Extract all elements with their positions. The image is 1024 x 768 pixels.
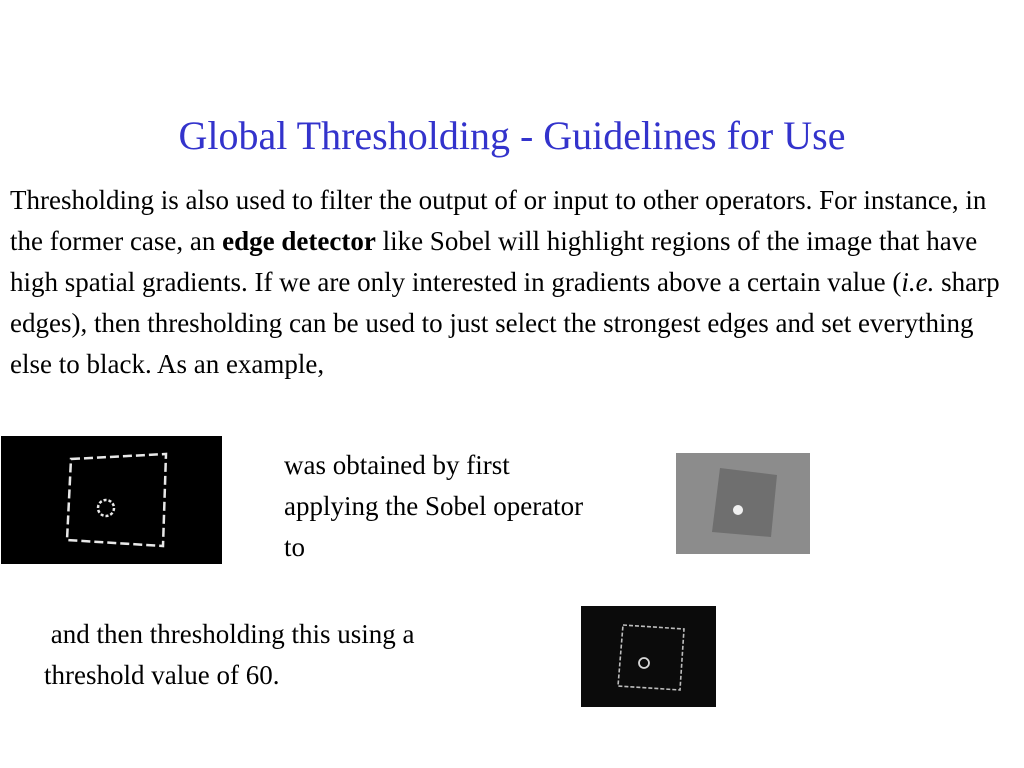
paragraph-bold-term: edge detector [222,226,376,256]
body-paragraph [10,180,1010,385]
slide-title: Global Thresholding - Guidelines for Use [178,113,846,158]
caption-obtained: was obtained by first applying the Sobel operator to [284,450,584,562]
sobel-output-image [581,606,716,707]
original-image [676,453,810,554]
paragraph-text-1: Thresholding is also used to filter the output of or input to other operators. For instance, in the former case, an [10,185,987,256]
caption-thresholding: and then thresholding this using a threshold value of 60. [44,619,415,690]
paragraph-text-2: like Sobel will highlight regions of the image that have high spatial gradients. If we are only interested in gradients above a certain value ( [10,226,978,297]
paragraph-text-3: sharp edges), then thresholding can be used to just select the strongest edges and set everything else to black. As an example, [10,267,1000,379]
thresholded-edge-image [1,436,222,564]
paragraph-italic-term: i.e. [901,267,935,297]
